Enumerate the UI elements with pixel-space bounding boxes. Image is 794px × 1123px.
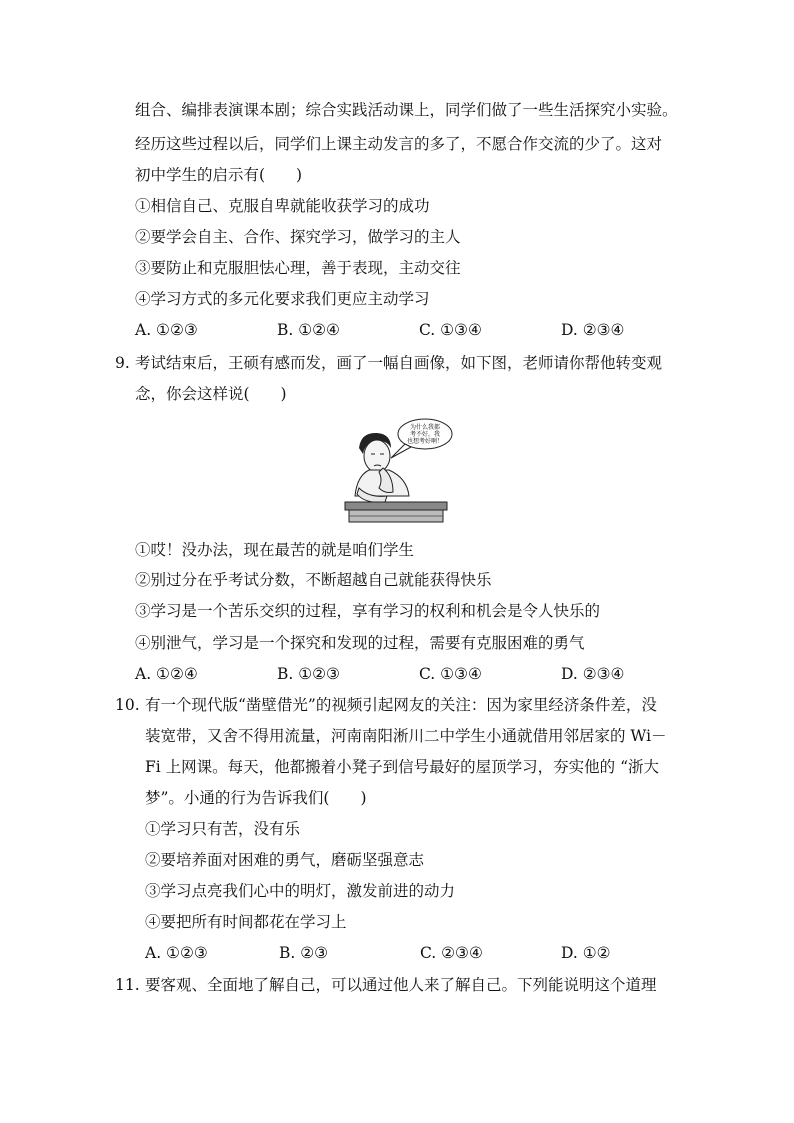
q8-statement-1: ①相信自己、克服自卑就能收获学习的成功: [135, 197, 430, 215]
q10-option-c: C. ②③④: [420, 944, 483, 962]
q9-option-a: A. ①②④: [135, 665, 198, 683]
q9-statement-2: ②别过分在乎考试分数，不断超越自己就能获得快乐: [135, 571, 492, 589]
q9-stem-line-2: 念，你会这样说( ): [135, 385, 287, 403]
q9-statement-1: ①哎！没办法，现在最苦的就是咱们学生: [135, 541, 415, 559]
q10-stem-line-4: 梦”。小通的行为告诉我们( ): [145, 789, 367, 807]
q11-number: 11.: [115, 976, 140, 994]
q8-stem-line-2: 经历这些过程以后，同学们上课主动发言的多了，不愿合作交流的少了。这对: [135, 135, 663, 153]
q10-stem-line-3: Fi 上网课。每天，他都搬着小凳子到信号最好的屋顶学习，夯实他的 “浙大: [145, 758, 659, 776]
student-at-desk-drawing: [339, 418, 455, 526]
q8-stem-line-1: 组合、编排表演课本剧；综合实践活动课上，同学们做了一些生活探究小实验。: [135, 101, 678, 119]
q8-statement-3: ③要防止和克服胆怯心理，善于表现，主动交往: [135, 259, 461, 277]
q9-option-b: B. ①②③: [277, 665, 340, 683]
q8-statement-4: ④学习方式的多元化要求我们更应主动学习: [135, 290, 430, 308]
q10-statement-3: ③学习点亮我们心中的明灯，激发前进的动力: [145, 882, 456, 900]
q10-statement-4: ④要把所有时间都花在学习上: [145, 913, 347, 931]
q8-option-a: A. ①②③: [135, 321, 198, 339]
q10-option-b: B. ②③: [279, 944, 329, 962]
q9-statement-4: ④别泄气，学习是一个探究和发现的过程，需要有克服困难的勇气: [135, 634, 585, 652]
q8-stem-line-3: 初中学生的启示有( ): [135, 166, 303, 184]
self-portrait-illustration: [339, 418, 455, 526]
q10-statement-2: ②要培养面对困难的勇气，磨砺坚强意志: [145, 851, 425, 869]
q8-option-c: C. ①③④: [419, 321, 482, 339]
q11-stem-line-1: 要客观、全面地了解自己，可以通过他人来了解自己。下列能说明这个道理: [145, 976, 657, 994]
speech-bubble-line-2: 考不好，我: [409, 431, 441, 438]
q8-option-b: B. ①②④: [277, 321, 340, 339]
speech-bubble-line-3: 也想考好啊！: [406, 438, 444, 445]
q10-stem-line-2: 装宽带，又舍不得用流量，河南南阳淅川二中学生小通就借用邻居家的 Wi－: [145, 727, 667, 745]
q9-stem-line-1: 考试结束后，王硕有感而发，画了一幅自画像，如下图，老师请你帮他转变观: [135, 354, 663, 372]
q10-statement-1: ①学习只有苦，没有乐: [145, 820, 301, 838]
q10-option-d: D. ①②: [561, 944, 611, 962]
q9-number: 9.: [115, 354, 130, 372]
q9-option-c: C. ①③④: [419, 665, 482, 683]
q9-option-d: D. ②③④: [561, 665, 625, 683]
q9-statement-3: ③学习是一个苦乐交织的过程，享有学习的权利和机会是令人快乐的: [135, 602, 601, 620]
q8-option-d: D. ②③④: [561, 321, 625, 339]
q10-stem-line-1: 有一个现代版“凿壁借光”的视频引起网友的关注：因为家里经济条件差，没: [145, 696, 657, 714]
q10-option-a: A. ①②③: [145, 944, 208, 962]
q8-statement-2: ②要学会自主、合作、探究学习，做学习的主人: [135, 228, 461, 246]
speech-bubble-line-1: 为什么我都: [409, 424, 441, 431]
q10-number: 10.: [115, 696, 140, 714]
